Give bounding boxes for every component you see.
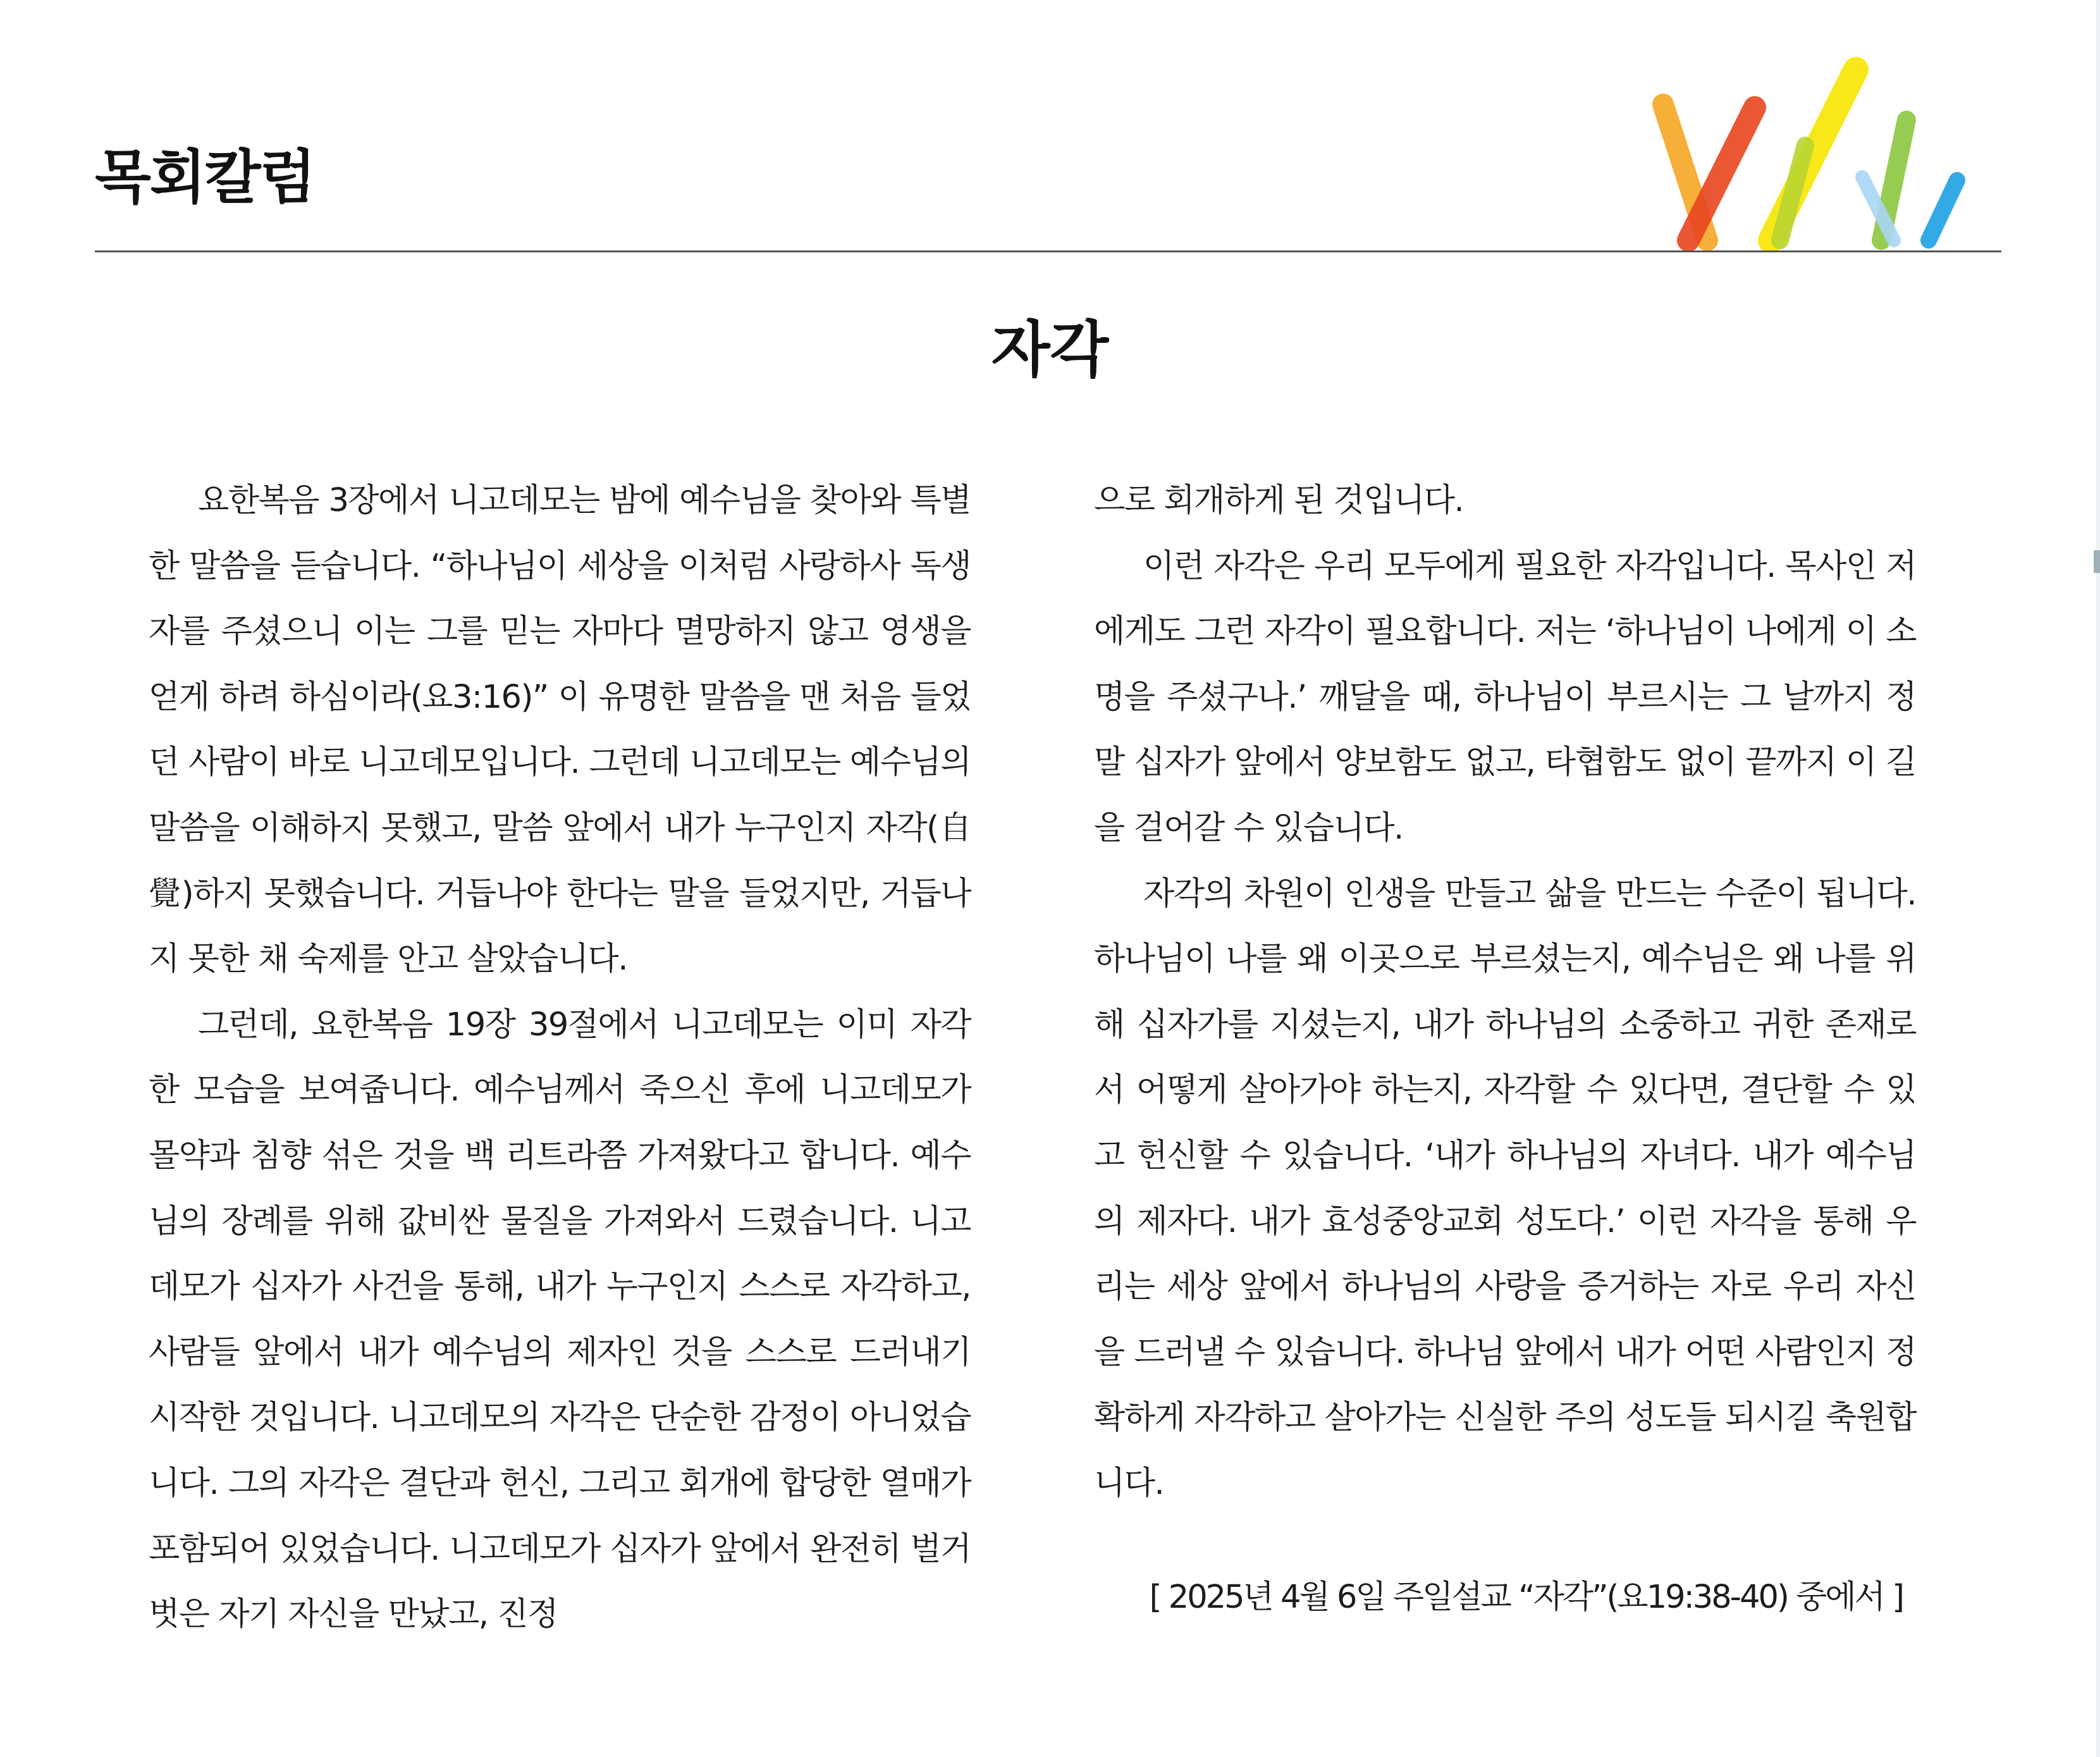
- page-edge-strip: [2096, 0, 2100, 1757]
- logo-stroke-blue: [1929, 180, 1957, 240]
- paragraph-continued: 으로 회개하게 된 것입니다.: [1094, 482, 1464, 519]
- logo-stroke-red: [1688, 108, 1755, 240]
- paragraph: 요한복음 3장에서 니고데모는 밤에 예수님을 찾아와 특별한 말씀을 듣습니다. “하나님이 세상을 이처럼 사랑하사 독생자를 주셨으니 이는 그를 믿는 자마다 멸망하지 않고 영생을 얻게 하려 하심이라(요3:16)” 이 유명한 말씀을 맨 처음 들었던 사람이 바로 니고데모입니다. 그런데 니고데모는 예수님의 말씀을 이해하지 못했고, 말씀 앞에서 내가 누구인지 자각(自覺)하지 못했습니다. 거듭나야 한다는 말을 들었지만, 거듭나지 못한 채 숙제를 안고 살았습니다.: [149, 482, 971, 978]
- paragraph: 자각의 차원이 인생을 만들고 삶을 만드는 수준이 됩니다. 하나님이 나를 왜 이곳으로 부르셨는지, 예수님은 왜 나를 위해 십자가를 지셨는지, 내가 하나님의 소중하고 귀한 존재로서 어떻게 살아가야 하는지, 자각할 수 있다면, 결단할 수 있고 헌신할 수 있습니다. ‘내가 하나님의 자녀다. 내가 예수님의 제자다. 내가 효성중앙교회 성도다.’ 이런 자각을 통해 우리는 세상 앞에서 하나님의 사랑을 증거하는 자로 우리 자신을 드러낼 수 있습니다. 하나님 앞에서 내가 어떤 사람인지 정확하게 자각하고 살아가는 신실한 주의 성도들 되시길 축원합니다.: [1094, 875, 1916, 1502]
- section-label: 목회칼럼: [95, 144, 315, 211]
- paragraph: 그런데, 요한복음 19장 39절에서 니고데모는 이미 자각한 모습을 보여줍니다. 예수님께서 죽으신 후에 니고데모가 몰약과 침향 섞은 것을 백 리트라쯤 가져왔다고 합니다. 예수님의 장례를 위해 값비싼 물질을 가져와서 드렸습니다. 니고데모가 십자가 사건을 통해, 내가 누구인지 스스로 자각하고, 사람들 앞에서 내가 예수님의 제자인 것을 스스로 드러내기 시작한 것입니다. 니고데모의 자각은 단순한 감정이 아니었습니다. 그의 자각은 결단과 헌신, 그리고 회개에 합당한 열매가 포함되어 있었습니다. 니고데모가 십자가 앞에서 완전히 벌거벗은 자기 자신을 만났고, 진정: [149, 1006, 971, 1634]
- logo-stroke-green: [1780, 145, 1805, 240]
- sermon-source-citation: [ 2025년 4월 6일 주일설교 “자각”(요19:38-40) 중에서 ]: [1149, 1579, 1903, 1616]
- paragraph: 이런 자각은 우리 모두에게 필요한 자각입니다. 목사인 저에게도 그런 자각이 필요합니다. 저는 ‘하나님이 나에게 이 소명을 주셨구나.’ 깨달을 때, 하나님이 부르시는 그 날까지 정말 십자가 앞에서 양보함도 없고, 타협함도 없이 끝까지 이 길을 걸어갈 수 있습니다.: [1094, 547, 1916, 847]
- header-divider: [95, 250, 2001, 252]
- brand-logo: [1644, 51, 1973, 252]
- page-edge-marker: [2094, 550, 2100, 573]
- article-column-right: [1094, 468, 1916, 1517]
- article-title: 자각: [991, 314, 1109, 385]
- article-column-left: [149, 468, 971, 1648]
